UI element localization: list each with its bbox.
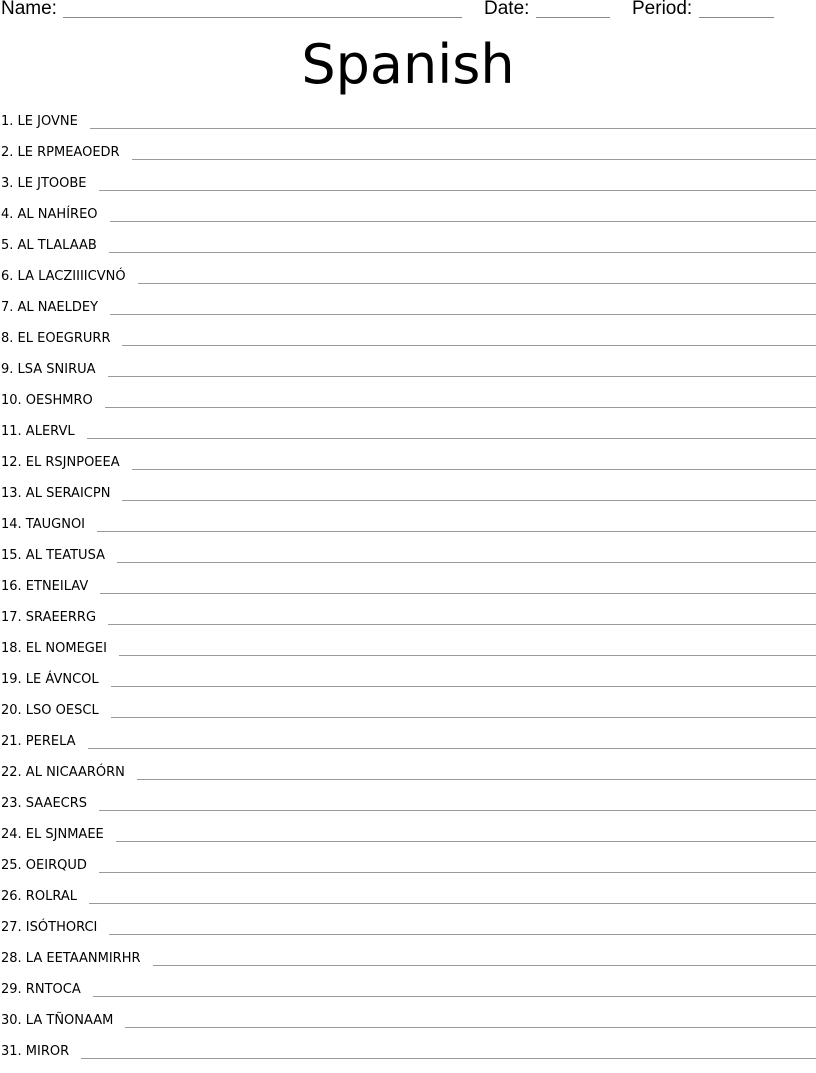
answer-line[interactable] [116,841,816,842]
scrambled-word: 15. AL TEATUSA [0,547,105,565]
scrambled-word: 16. ETNEILAV [0,578,88,596]
answer-line[interactable] [108,624,816,625]
scrambled-word: 25. OEIRQUD [0,857,87,875]
list-item [0,1042,816,1073]
answer-line[interactable] [138,283,816,284]
answer-line[interactable] [109,934,816,935]
answer-line[interactable] [137,779,816,780]
list-item [0,143,816,174]
answer-line[interactable] [117,562,816,563]
scrambled-word: 17. SRAEERRG [0,609,96,627]
list-item [0,422,816,453]
scrambled-word: 27. ISÓTHORCI [0,919,97,937]
list-item [0,949,816,980]
scrambled-word: 3. LE JTOOBE [0,175,87,193]
scrambled-word: 5. AL TLALAAB [0,237,97,255]
scrambled-word: 26. ROLRAL [0,888,77,906]
list-item [0,825,816,856]
scrambled-word: 14. TAUGNOI [0,516,85,534]
answer-line[interactable] [99,810,816,811]
worksheet-header [0,0,816,24]
list-item [0,980,816,1011]
scramble-list [0,112,816,1073]
answer-line[interactable] [119,655,816,656]
date-field-line[interactable] [536,17,610,18]
date-label: Date: [484,0,529,20]
scrambled-word: 10. OESHMRO [0,392,93,410]
scrambled-word: 11. ALERVL [0,423,75,441]
scrambled-word: 30. LA TÑONAAM [0,1012,113,1030]
answer-line[interactable] [105,407,816,408]
list-item [0,763,816,794]
scrambled-word: 2. LE RPMEAOEDR [0,144,120,162]
list-item [0,329,816,360]
answer-line[interactable] [111,686,816,687]
scrambled-word: 12. EL RSJNPOEEA [0,454,120,472]
list-item [0,1011,816,1042]
list-item [0,391,816,422]
answer-line[interactable] [132,159,816,160]
scrambled-word: 13. AL SERAICPN [0,485,110,503]
list-item [0,360,816,391]
scrambled-word: 7. AL NAELDEY [0,299,98,317]
scrambled-word: 21. PERELA [0,733,76,751]
answer-line[interactable] [93,996,816,997]
scrambled-word: 1. LE JOVNE [0,113,78,131]
answer-line[interactable] [99,872,816,873]
period-field-line[interactable] [699,17,774,18]
answer-line[interactable] [88,748,816,749]
scrambled-word: 31. MIROR [0,1043,69,1061]
answer-line[interactable] [110,314,816,315]
answer-line[interactable] [108,376,816,377]
answer-line[interactable] [89,903,816,904]
answer-line[interactable] [90,128,816,129]
scrambled-word: 24. EL SJNMAEE [0,826,104,844]
scrambled-word: 20. LSO OESCL [0,702,99,720]
list-item [0,856,816,887]
list-item [0,174,816,205]
scrambled-word: 19. LE ÁVNCOL [0,671,99,689]
answer-line[interactable] [122,500,816,501]
list-item [0,608,816,639]
scrambled-word: 18. EL NOMEGEI [0,640,107,658]
scrambled-word: 9. LSA SNIRUA [0,361,96,379]
scrambled-word: 22. AL NICAARÓRN [0,764,125,782]
name-field-line[interactable] [63,17,462,18]
answer-line[interactable] [125,1027,816,1028]
answer-line[interactable] [87,438,816,439]
answer-line[interactable] [110,221,816,222]
list-item [0,918,816,949]
scrambled-word: 4. AL NAHÍREO [0,206,98,224]
scrambled-word: 29. RNTOCA [0,981,81,999]
name-label: Name: [1,0,57,20]
scrambled-word: 23. SAAECRS [0,795,87,813]
list-item [0,205,816,236]
list-item [0,639,816,670]
answer-line[interactable] [153,965,816,966]
list-item [0,732,816,763]
list-item [0,546,816,577]
list-item [0,701,816,732]
list-item [0,267,816,298]
list-item [0,670,816,701]
answer-line[interactable] [109,252,816,253]
list-item [0,794,816,825]
list-item [0,298,816,329]
answer-line[interactable] [97,531,816,532]
answer-line[interactable] [132,469,816,470]
list-item [0,112,816,143]
answer-line[interactable] [100,593,816,594]
answer-line[interactable] [81,1058,816,1059]
scrambled-word: 28. LA EETAANMIRHR [0,950,141,968]
list-item [0,515,816,546]
list-item [0,484,816,515]
list-item [0,577,816,608]
list-item [0,887,816,918]
scrambled-word: 6. LA LACZIIIICVNÓ [0,268,126,286]
page-title: Spanish [0,30,816,100]
answer-line[interactable] [99,190,816,191]
list-item [0,453,816,484]
period-label: Period: [632,0,692,20]
answer-line[interactable] [111,717,816,718]
answer-line[interactable] [122,345,816,346]
list-item [0,236,816,267]
scrambled-word: 8. EL EOEGRURR [0,330,110,348]
